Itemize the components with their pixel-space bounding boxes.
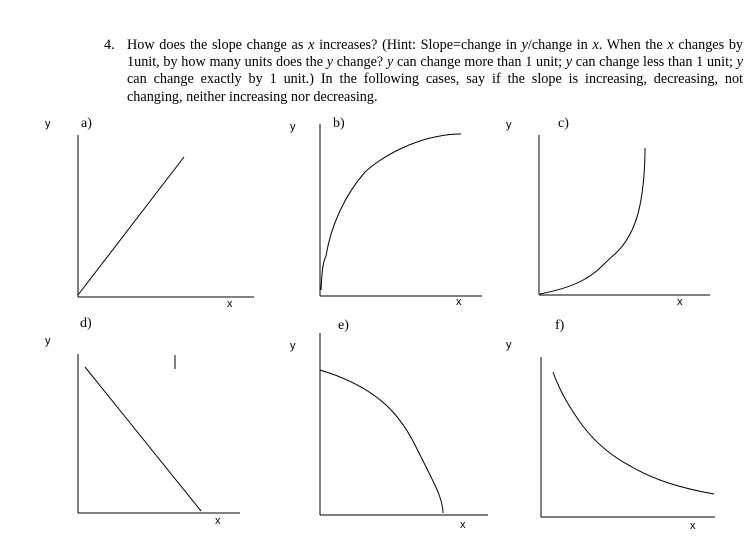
graph-a-x-label: x bbox=[227, 298, 233, 310]
graph-d bbox=[78, 354, 240, 513]
graph-c bbox=[539, 135, 710, 295]
graph-a bbox=[78, 135, 254, 297]
graph-f-curve bbox=[553, 372, 714, 494]
graph-a-label: a) bbox=[81, 116, 92, 131]
graph-e bbox=[320, 333, 488, 515]
graph-d-curve bbox=[85, 367, 201, 511]
graph-c-curve bbox=[540, 148, 645, 294]
graph-b-x-label: x bbox=[456, 296, 462, 308]
graph-e-label: e) bbox=[338, 318, 349, 333]
graph-b-curve bbox=[321, 134, 461, 290]
graph-f-y-label: y bbox=[506, 339, 512, 351]
graph-c-x-label: x bbox=[677, 296, 683, 308]
graph-d-y-label: y bbox=[45, 335, 51, 347]
graph-a-curve bbox=[78, 157, 184, 295]
graph-d-label: d) bbox=[80, 316, 92, 331]
graph-b-y-label: y bbox=[290, 121, 296, 133]
graph-a-y-label: y bbox=[45, 118, 51, 130]
graph-b-label: b) bbox=[333, 116, 345, 131]
graph-e-curve bbox=[320, 370, 443, 513]
question-text: How does the slope change as x increases? (Hint: Slope=change in y/change in x. When the x changes by 1unit, by how many units does the y change? y can change more than 1 unit; y can change less than 1 unit; y can change exactly by 1 unit.) In the following cases, say if the slope is increasing, decreasing, not changing, neither increasing nor decreasing. bbox=[127, 37, 744, 105]
graph-d-x-label: x bbox=[215, 515, 221, 527]
graph-f-x-label: x bbox=[690, 520, 696, 532]
question-number: 4. bbox=[104, 37, 115, 53]
graph-c-y-label: y bbox=[506, 119, 512, 131]
graph-f-label: f) bbox=[555, 318, 565, 333]
graph-c-label: c) bbox=[558, 116, 569, 131]
graph-f bbox=[541, 357, 715, 517]
graph-b bbox=[320, 124, 482, 296]
graph-e-y-label: y bbox=[290, 340, 296, 352]
graph-e-x-label: x bbox=[460, 519, 466, 531]
